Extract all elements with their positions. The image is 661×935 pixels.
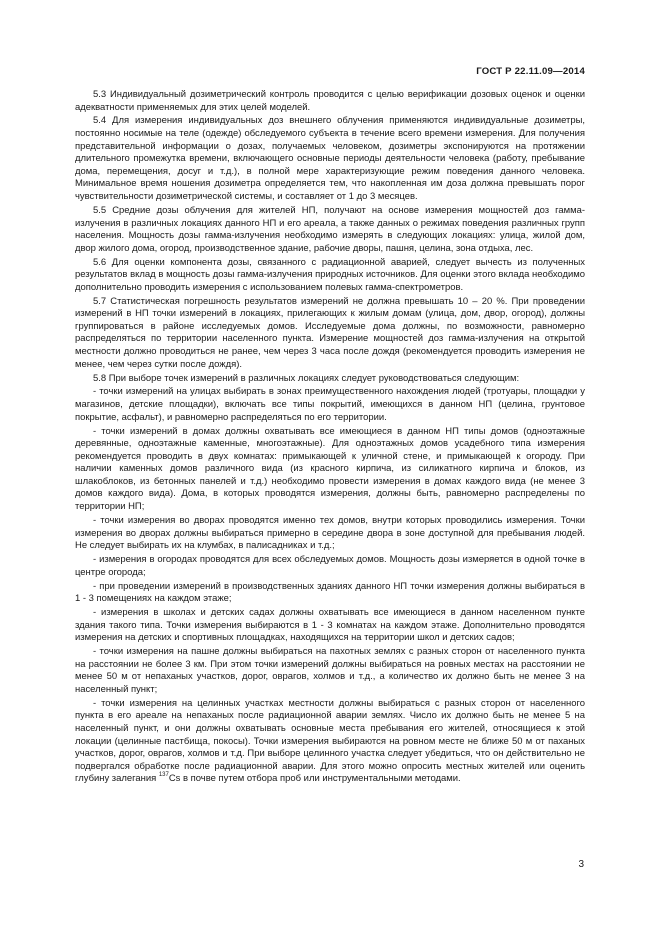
virgin-land-text-end: в почве путем отбора проб или инструментальными методами. bbox=[180, 773, 461, 785]
paragraph-5-6: 5.6 Для оценки компонента дозы, связанного с радиационной аварией, следует вычесть из полученных результатов вклад в мощность дозы гамма-излучения природных источников. Для оценки этого вклада необходимо дополнительно проводить измерения с использованием полевых гамма-спектрометров. bbox=[75, 256, 585, 293]
paragraph-5-8: 5.8 При выборе точек измерений в различных локациях следует руководствоваться следующим: bbox=[93, 372, 520, 384]
document-code-header: ГОСТ Р 22.11.09—2014 bbox=[476, 66, 585, 77]
list-item-streets: - точки измерений на улицах выбирать в зонах преимущественного нахождения людей (тротуары, площадки у магазинов, детские площадки), включать все типы покрытий, имеющихся в данном НП (целина, грунтовое покрытие, асфальт), и равномерно распределяться по его территории. bbox=[75, 386, 585, 423]
isotope-mass-number: 137 bbox=[158, 772, 169, 779]
isotope-symbol: Cs bbox=[168, 773, 181, 785]
virgin-land-text: - точки измерения на целинных участках местности должны выбираться с разных сторон от населенного пункта в его ареале на непаханых после радиационной аварии землях. Число их должно быть не менее 5 на населенный пункт, и они должны охватывать основные места пребывания его жителей, относящиеся к этой локации (целинные пастбища, покосы). Точки измерения выбираются на ровном месте не ближе 50 м от паханых участков, дорог, оврагов, холмов и т.д. При выборе целинного участка следует убедиться, что он действительно не подвергался обработке после радиационной аварии. Для этого можно опросить местных жителей или оценить глубину залегания bbox=[75, 697, 585, 785]
list-item-arable-land: - точки измерения на пашне должны выбираться на пахотных землях с разных сторон от населенного пункта на расстоянии не более 3 км. При этом точки измерений должны выбираться на ровных местах на расстоянии не менее 50 м от непаханых участков, дорог, оврагов, холмов и т.д., а количество их должно быть не менее 3 на населенный пункт; bbox=[75, 646, 585, 695]
paragraph-5-3: 5.3 Индивидуальный дозиметрический контроль проводится с целью верификации дозовых оценок и оценки адекватности применяемых для этих целей моделей. bbox=[75, 89, 585, 113]
list-item-virgin-land bbox=[75, 698, 585, 786]
paragraph-5-7: 5.7 Статистическая погрешность результатов измерений не должна превышать 10 – 20 %. При проведении измерений в НП точки измерений в локациях, прилегающих к жилым домам (улица, дом, двор, огород), должны группироваться в районе исследуемых домов. Исследуемые дома должны, по возможности, равномерно распределяться по территории населенного пункта. Измерение мощностей доз гамма-излучения на открытой местности должно проводиться не ранее, чем через 3 часа после дождя (рекомендуется проводить измерения не менее, чем через сутки после дождя). bbox=[75, 295, 585, 370]
document-body bbox=[75, 89, 585, 787]
list-item-industrial-buildings: - при проведении измерений в производственных зданиях данного НП точки измерения должны выбираться в 1 - 3 помещениях на каждом этаже; bbox=[75, 580, 585, 605]
paragraph-5-5: 5.5 Средние дозы облучения для жителей НП, получают на основе измерения мощностей доз гамма-излучения в различных локациях данного НП и его ареала, а также данных о режимах поведения различных групп населения. Мощность дозы гамма-излучения необходимо измерять в следующих локациях: улица, жилой дом, двор жилого дома, огород, производственное здание, рабочие дворы, пашня, целина, зона отдыха, лес. bbox=[75, 204, 585, 254]
list-item-yards: - точки измерения во дворах проводятся именно тех домов, внутри которых проводились измерения. Точки измерения во дворах должны выбираться примерно в середине двора в зоне доступной для пребывания людей. Не следует выбирать их на клумбах, в палисадниках и т.д.; bbox=[75, 514, 585, 552]
page-number: 3 bbox=[578, 859, 584, 870]
list-item-gardens: - измерения в огородах проводятся для всех обследуемых домов. Мощность дозы измеряется в одной точке в центре огорода; bbox=[75, 554, 585, 578]
paragraph-5-4: 5.4 Для измерения индивидуальных доз внешнего облучения применяются индивидуальные дозиметры, постоянно носимые на теле (одежде) обследуемого субъекта в течение всего времени измерения. Для получения представительной информации о дозах, получаемых человеком, дозиметры экспонируются на протяжении длительного промежутка времени, включающего основные периоды деятельности человека (работу, пребывание дома, перемещения, досуг и т.д.), в полной мере характеризующие режим поведения данного человека. Минимальное время ношения дозиметра определяется тем, что накопленная им доза должна превышать порог чувствительности дозиметрической системы, и составляет от 1 до 3 месяцев. bbox=[75, 115, 585, 203]
list-item-schools: - измерения в школах и детских садах должны охватывать все имеющиеся в данном населенном пункте здания такого типа. Точки измерения выбираются в 1 - 3 комнатах на каждом этаже. Дополнительно проводятся измерения на детских и спортивных площадках, находящихся на территории школ и детских садов; bbox=[75, 607, 585, 644]
list-item-houses: - точки измерений в домах должны охватывать все имеющиеся в данном НП типы домов (одноэтажные деревянные, одноэтажные каменные, многоэтажные). Для одноэтажных домов усадебного типа измерения рекомендуется проводить в двух комнатах: примыкающей к уличной стене, и примыкающей к огороду. При наличии каменных домов различного вида (из красного кирпича, из силикатного кирпича и блоков, из шлакоблоков, из бетонных панелей и т.д.) необходимо провести измерения в домах каждого вида (не менее 3 домов каждого вида). Дома, в которых проводятся измерения, должны быть, равномерно распределены по территории НП; bbox=[75, 425, 585, 513]
